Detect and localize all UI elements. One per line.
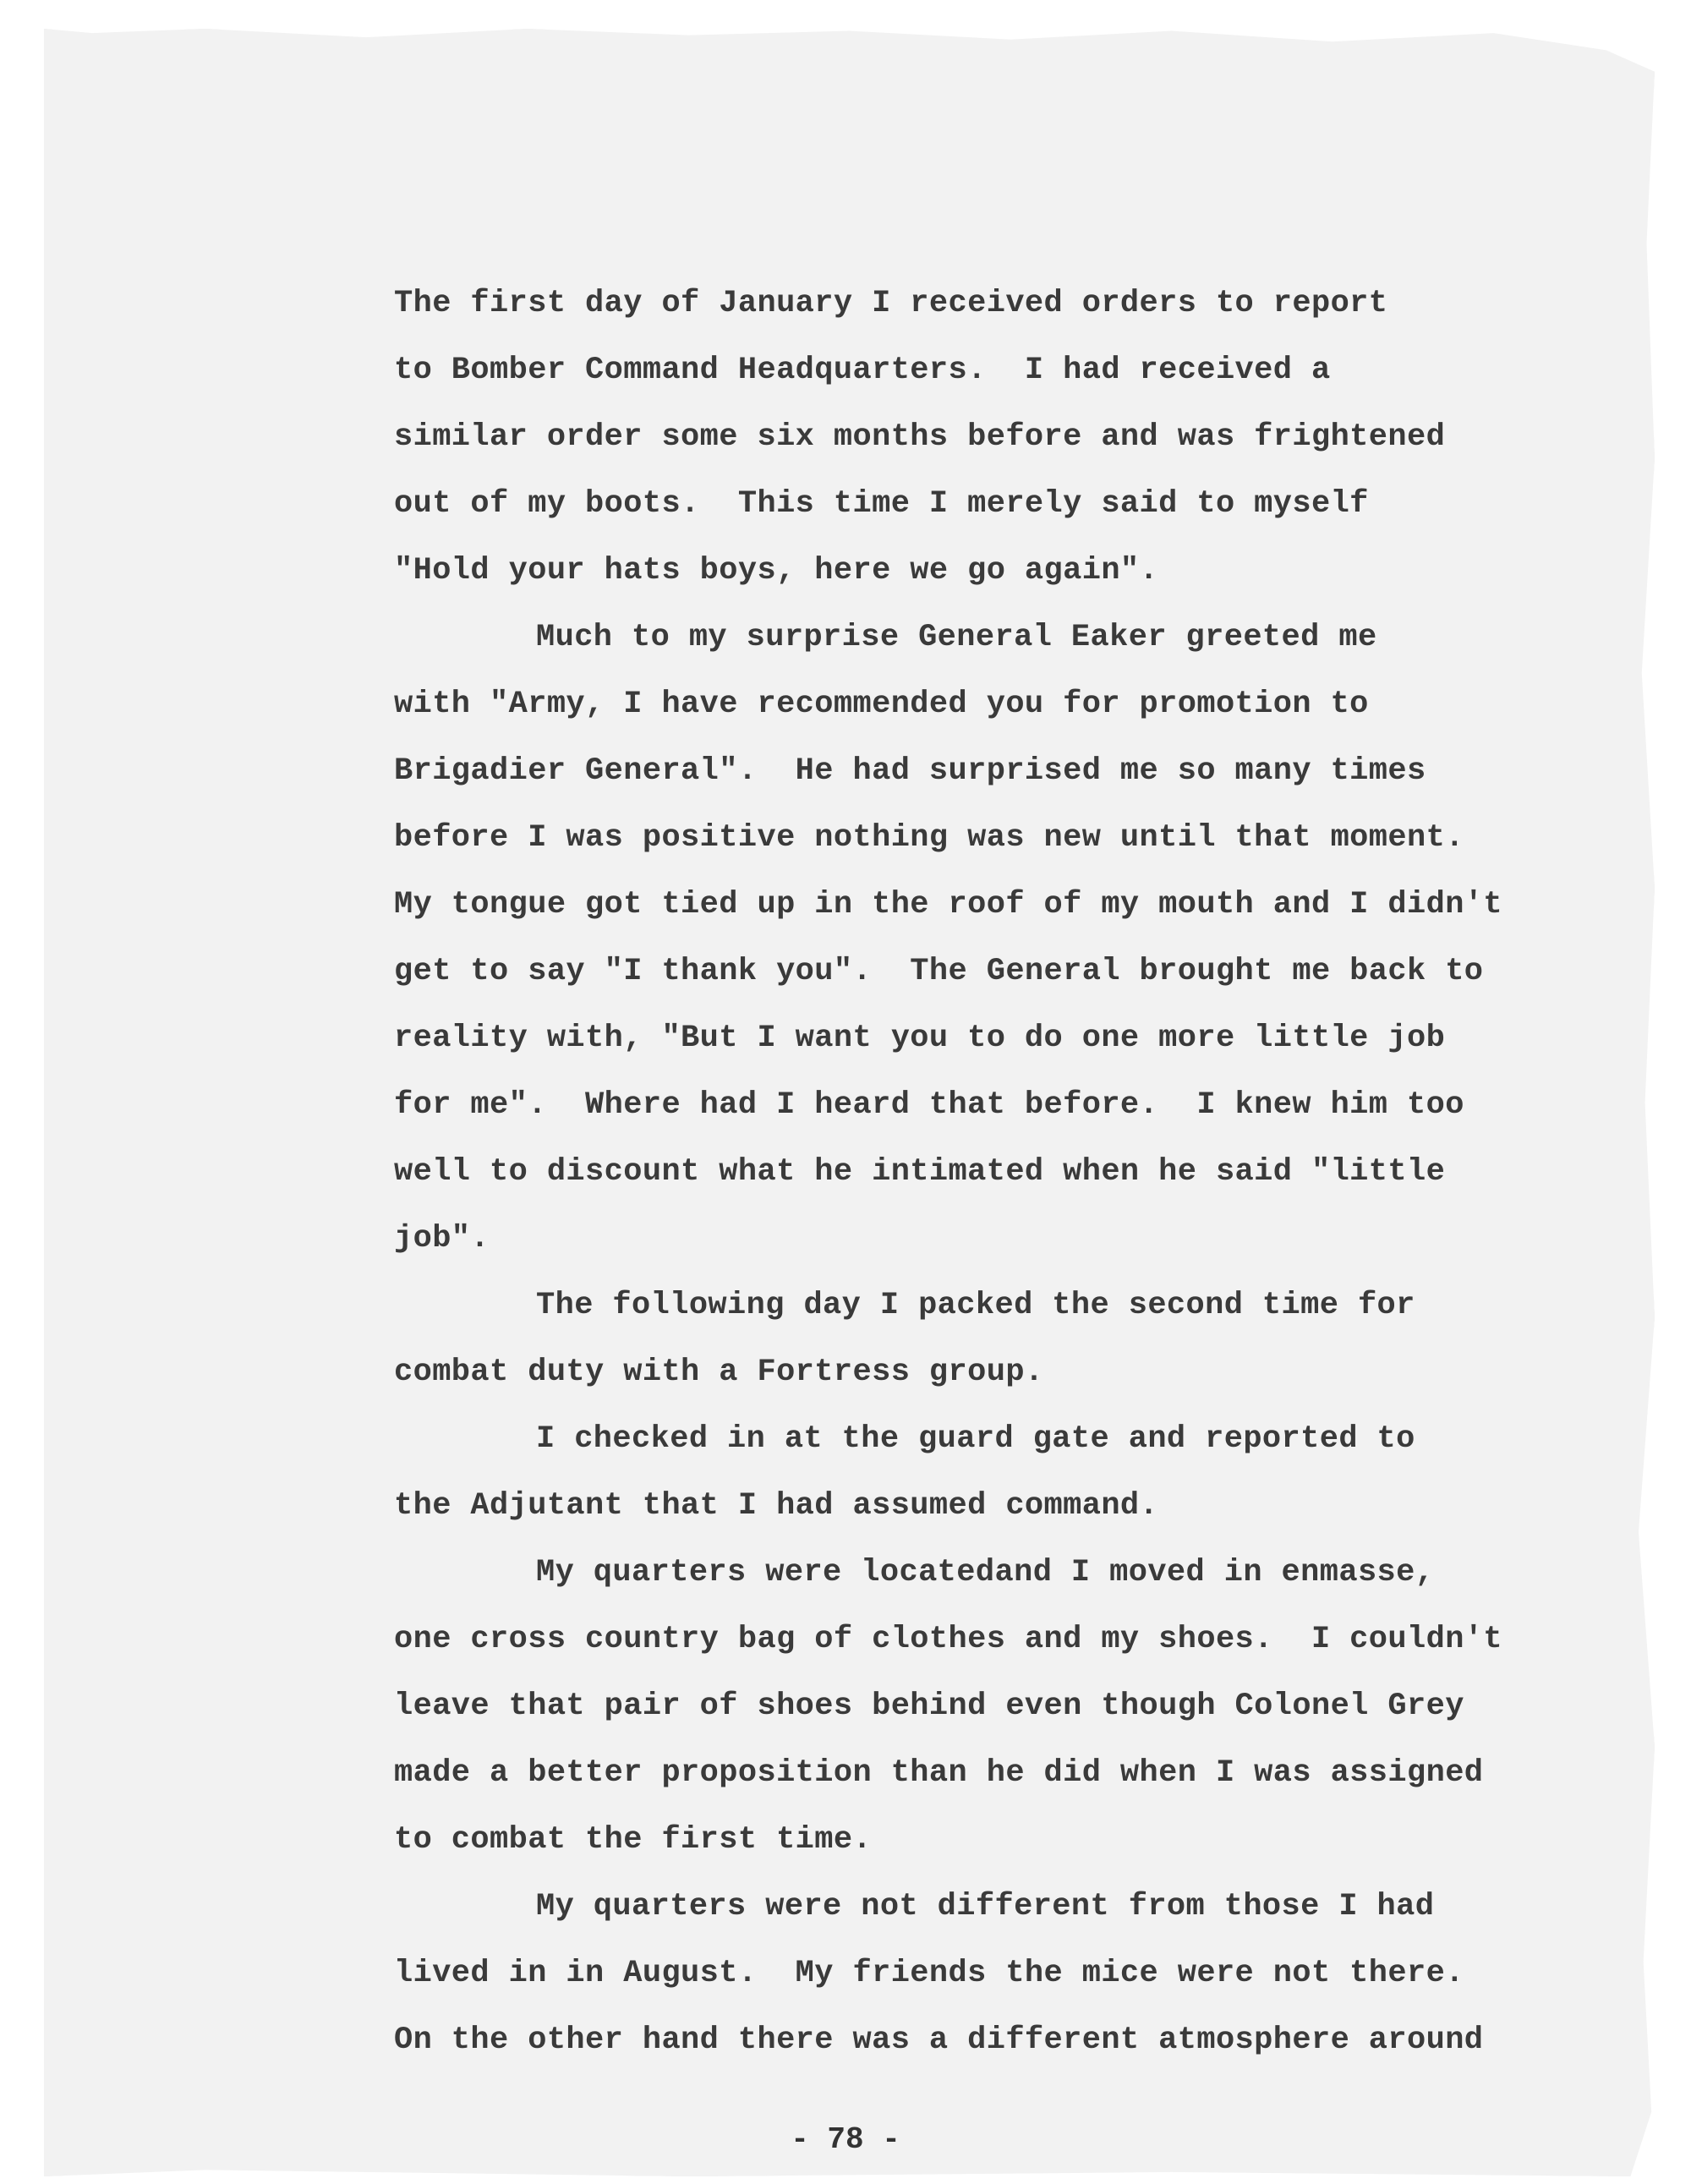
text-line: job".: [394, 1221, 490, 1256]
text-line: I checked in at the guard gate and reported to: [536, 1421, 1415, 1457]
text-line: before I was positive nothing was new until that moment.: [394, 820, 1464, 856]
text-line: out of my boots. This time I merely said to myself: [394, 486, 1369, 522]
text-line: My quarters were locatedand I moved in enmasse,: [536, 1555, 1435, 1590]
text-line: one cross country bag of clothes and my shoes. I couldn't: [394, 1622, 1503, 1657]
text-line: The following day I packed the second time for: [536, 1288, 1415, 1323]
text-line: On the other hand there was a different atmosphere around: [394, 2023, 1484, 2058]
text-line: The first day of January I received orders to report: [394, 286, 1388, 321]
text-line: My tongue got tied up in the roof of my mouth and I didn't: [394, 887, 1503, 922]
text-line: reality with, "But I want you to do one more little job: [394, 1021, 1446, 1056]
text-line: get to say "I thank you". The General brought me back to: [394, 954, 1484, 989]
text-line: similar order some six months before and was frightened: [394, 419, 1446, 455]
text-line: combat duty with a Fortress group.: [394, 1355, 1044, 1390]
text-line: Brigadier General". He had surprised me so many times: [394, 753, 1426, 789]
text-line: to Bomber Command Headquarters. I had received a: [394, 353, 1331, 388]
text-line: leave that pair of shoes behind even though Colonel Grey: [394, 1689, 1464, 1724]
text-line: the Adjutant that I had assumed command.: [394, 1488, 1159, 1524]
text-line: "Hold your hats boys, here we go again".: [394, 553, 1159, 588]
text-line: with "Army, I have recommended you for promotion to: [394, 687, 1369, 722]
page-number: - 78 -: [791, 2122, 900, 2157]
text-line: well to discount what he intimated when he said "little: [394, 1154, 1446, 1190]
text-line: for me". Where had I heard that before. I knew him too: [394, 1087, 1464, 1123]
text-line: My quarters were not different from those I had: [536, 1889, 1435, 1924]
document-body: [394, 271, 1612, 2074]
text-line: lived in in August. My friends the mice were not there.: [394, 1956, 1464, 1991]
text-line: Much to my surprise General Eaker greeted me: [536, 620, 1377, 655]
text-line: made a better proposition than he did when I was assigned: [394, 1755, 1484, 1791]
text-line: to combat the first time.: [394, 1822, 873, 1858]
